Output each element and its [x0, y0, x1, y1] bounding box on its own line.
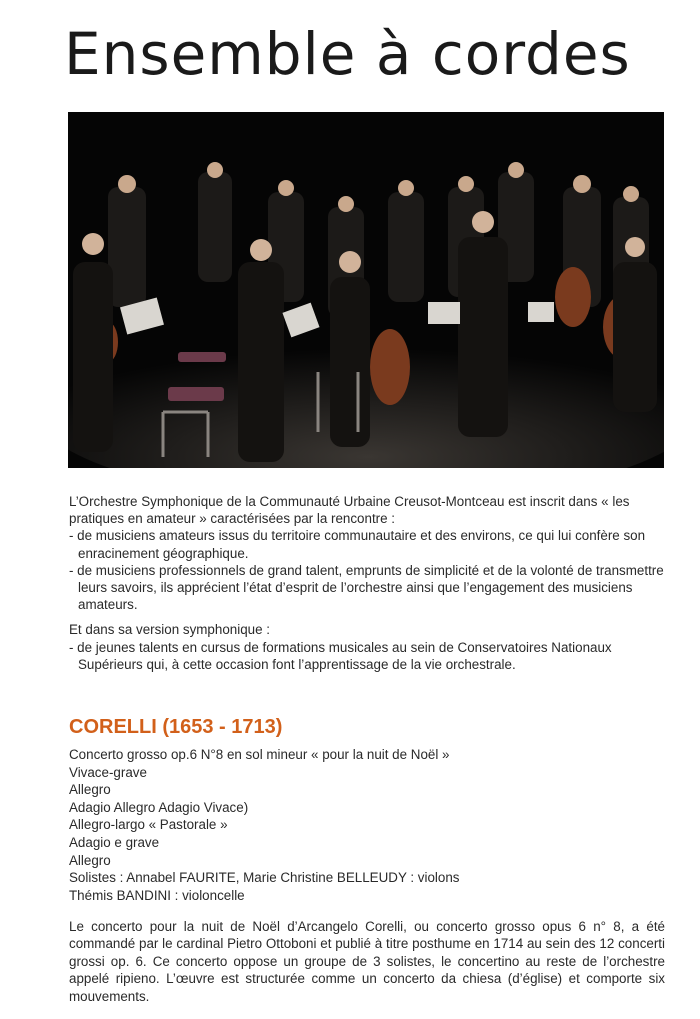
program-list: [69, 746, 665, 904]
program-line: Thémis BANDINI : violoncelle: [69, 887, 245, 903]
program-line: Adagio Allegro Adagio Vivace): [69, 799, 249, 815]
list-item: - de musiciens amateurs issus du territoire communautaire et des environs, ce qui lui confère son enracinement géographique.: [69, 528, 646, 561]
intro-paragraph: L’Orchestre Symphonique de la Communauté Urbaine Creusot-Montceau est inscrit dans « les pratiques en amateur » caractérisées par la rencontre :: [69, 494, 630, 527]
program-line: Solistes : Annabel FAURITE, Marie Christine BELLEUDY : violons: [69, 870, 460, 886]
concerto-description: Le concerto pour la nuit de Noël d’Arcangelo Corelli, ou concerto grosso opus 6 n° 8, a été commandé par le cardinal Pietro Ottoboni et publié à titre posthume en 1714 au sein des 12 concerti grossi op. 6. Ce concerto oppose un groupe de 3 solistes, le concertino au reste de l’orchestre appelé ripieno. L’œuvre est structurée comme un concerto da chiesa (d’église) et comporte six mouvements.: [69, 919, 665, 1004]
program-line: Allegro: [69, 852, 111, 868]
list-item: - de jeunes talents en cursus de formations musicales au sein de Conservatoires Nationaux Supérieurs qui, à cette occasion font l’apprentissage de la vie orchestrale.: [69, 639, 612, 672]
orchestra-photo-icon: [68, 112, 664, 468]
composer-heading: CORELLI (1653 - 1713): [69, 716, 283, 738]
program-line: Adagio e grave: [69, 834, 160, 850]
orchestra-photo: [68, 112, 664, 468]
program-line: Vivace-grave: [69, 764, 147, 780]
intro-paragraph: Et dans sa version symphonique :: [69, 622, 270, 638]
program-line: Allegro-largo « Pastorale »: [69, 817, 228, 833]
list-item: - de musiciens professionnels de grand talent, emprunts de simplicité et de la volonté de transmettre leurs savoirs, ils apprécient l’état d’esprit de l’orchestre ainsi que l’engagement des musiciens amateurs.: [69, 562, 664, 613]
program-line: Concerto grosso op.6 N°8 en sol mineur « pour la nuit de Noël »: [69, 747, 450, 762]
program-line: Allegro: [69, 782, 111, 798]
intro-section: [69, 493, 665, 673]
page-title: Ensemble à cordes: [64, 20, 631, 88]
